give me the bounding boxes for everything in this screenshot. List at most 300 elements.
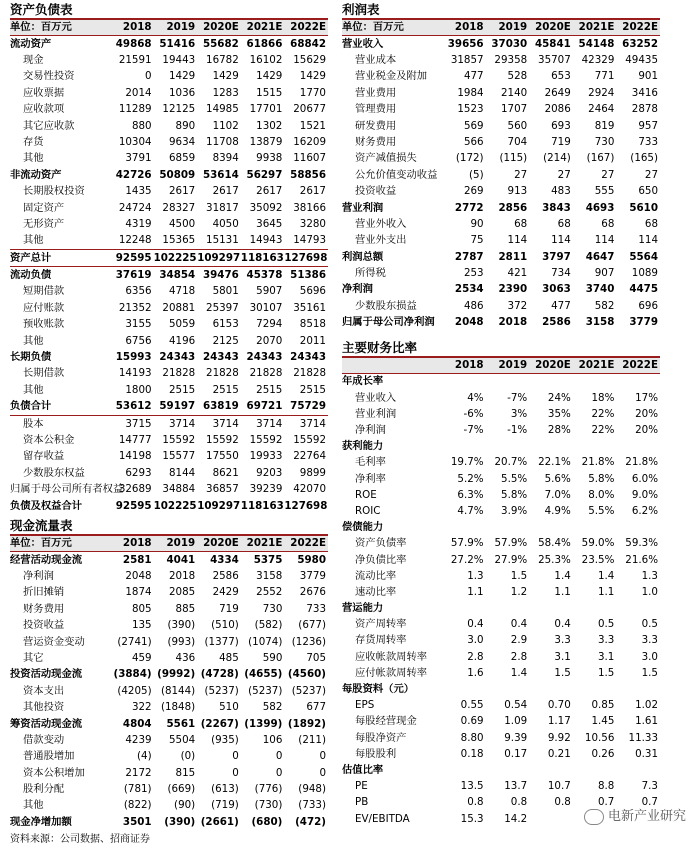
cell-value: 49868 <box>115 37 152 50</box>
row-label: 其他 <box>23 234 44 247</box>
cell-value: 1.02 <box>635 699 658 712</box>
cell-value: -7% <box>463 424 484 437</box>
year-header: 2022E <box>284 536 328 552</box>
cell-value: 14198 <box>118 450 152 463</box>
cell-value: 68 <box>601 217 615 230</box>
unit-label: 单位：百万元 <box>342 20 442 36</box>
cell-value: 11708 <box>206 135 239 148</box>
cell-value: 8.80 <box>460 731 484 744</box>
cell-value: 5375 <box>253 553 283 566</box>
cell-value: 4693 <box>585 201 615 214</box>
table-row <box>10 465 328 481</box>
cell-value: 118163 <box>240 499 284 512</box>
cell-value: 25397 <box>206 301 239 314</box>
row-label: 现金 <box>23 53 44 66</box>
cell-value: 6153 <box>212 318 239 331</box>
cell-value: 1.0 <box>641 585 658 598</box>
cell-value: 39656 <box>447 37 484 50</box>
row-label: 净利润 <box>342 283 373 296</box>
cell-value: 560 <box>507 119 528 132</box>
cell-value: (510) <box>211 619 239 632</box>
cell-value: 9.39 <box>504 731 528 744</box>
cell-value: (1892) <box>287 717 326 730</box>
row-label: 无形资产 <box>23 217 65 230</box>
cell-value: 5801 <box>212 285 239 298</box>
cell-value: 2048 <box>454 316 484 329</box>
cell-value: 4334 <box>210 553 239 566</box>
year-header: 2021E <box>573 358 617 374</box>
table-row <box>342 36 660 53</box>
cell-value: 17701 <box>249 103 283 116</box>
row-label: 营运能力 <box>342 602 384 615</box>
cell-value: 2552 <box>256 586 283 599</box>
cell-value: 2581 <box>122 553 152 566</box>
cell-value: 14985 <box>206 103 239 116</box>
cell-value: 0.54 <box>504 699 528 712</box>
cell-value: 733 <box>638 135 658 148</box>
row-label: 现金净增加额 <box>10 815 72 828</box>
row-label: EV/EBITDA <box>355 812 410 825</box>
row-label: 获利能力 <box>342 440 384 453</box>
cell-value: (730) <box>254 799 283 812</box>
row-label: 每股股利 <box>355 747 397 760</box>
cell-value: 0 <box>275 766 283 779</box>
cell-value: 705 <box>306 651 326 664</box>
cell-value: 3.3 <box>597 634 615 647</box>
cell-value: 459 <box>131 651 152 664</box>
cell-value: 92595 <box>115 499 152 512</box>
cell-value: (948) <box>298 783 326 796</box>
cell-value: 9203 <box>256 466 283 479</box>
cell-value <box>573 682 617 698</box>
cell-value: 28% <box>547 424 571 437</box>
cell-value: 5059 <box>168 318 196 331</box>
row-label: 应收款项 <box>23 103 65 116</box>
cell-value: 37619 <box>110 267 154 284</box>
year-header: 2022E <box>616 358 660 374</box>
cell-value: (4560) <box>287 668 326 681</box>
cell-value: 2429 <box>212 586 239 599</box>
table-row <box>342 374 660 391</box>
cell-value: 5696 <box>299 285 326 298</box>
cell-value <box>486 374 530 391</box>
cell-value: 35707 <box>538 53 571 66</box>
cell-value <box>616 520 660 536</box>
cell-value: 11289 <box>118 103 152 116</box>
cell-value: 19443 <box>162 53 196 66</box>
cell-value: 1429 <box>256 70 283 83</box>
cell-value: 35161 <box>293 301 326 314</box>
table-row <box>10 716 328 732</box>
cell-value: 8.8 <box>597 780 615 793</box>
cell-value: 3.1 <box>597 650 615 663</box>
cell-value: (5237) <box>291 684 326 697</box>
cell-value: 1800 <box>125 383 152 396</box>
cell-value: (211) <box>298 733 326 746</box>
row-label: 偿债能力 <box>342 521 384 534</box>
table-row <box>10 667 328 683</box>
row-label: PB <box>355 796 369 809</box>
cell-value: 1.3 <box>467 569 484 582</box>
row-label: 利润总额 <box>342 250 384 263</box>
cell-value: 805 <box>131 602 152 615</box>
cell-value: 4041 <box>166 553 196 566</box>
cell-value: 569 <box>463 119 484 132</box>
cell-value: 45841 <box>534 37 571 50</box>
table-row <box>342 487 660 503</box>
cell-value <box>616 763 660 779</box>
cell-value: (0) <box>180 750 196 763</box>
cell-value <box>529 811 573 827</box>
cell-value: 31817 <box>206 201 239 214</box>
cell-value: 27.2% <box>450 553 484 566</box>
table-row <box>10 568 328 584</box>
row-label: 资本支出 <box>23 684 65 697</box>
cell-value: 15993 <box>115 351 152 364</box>
row-label: EPS <box>355 699 375 712</box>
table-row <box>342 249 660 265</box>
cell-value: (9992) <box>157 668 196 681</box>
row-label: 存货 <box>23 135 44 148</box>
cell-value: 1.1 <box>597 585 615 598</box>
row-label: 研发费用 <box>355 119 397 132</box>
cell-value: 486 <box>463 299 484 312</box>
cell-value: (472) <box>295 815 326 828</box>
cell-value: 68842 <box>290 37 326 50</box>
table-row <box>342 682 660 698</box>
row-label: 股本 <box>10 415 110 432</box>
cell-value <box>442 601 486 617</box>
table-row <box>342 504 660 520</box>
table-row <box>10 585 328 601</box>
cell-value: 16782 <box>206 53 239 66</box>
cell-value: 1.17 <box>547 715 571 728</box>
cell-value: 13.5 <box>460 780 484 793</box>
cell-value: 2772 <box>454 201 484 214</box>
cell-value: 3714 <box>241 415 285 432</box>
table-row <box>10 601 328 617</box>
table-row <box>342 298 660 314</box>
cell-value: (4728) <box>200 668 239 681</box>
cell-value: 15592 <box>206 433 239 446</box>
cell-value: 1435 <box>125 185 152 198</box>
cell-value: 58856 <box>290 168 326 181</box>
cell-value: 13.7 <box>504 780 528 793</box>
cell-value: 57.9% <box>494 537 528 550</box>
cell-value: 92595 <box>110 250 154 267</box>
cell-value: 0 <box>232 766 239 779</box>
row-label: 估值比率 <box>342 763 384 776</box>
cell-value: 1.09 <box>504 715 528 728</box>
cell-value: 436 <box>175 651 196 664</box>
cell-value: 49435 <box>625 53 658 66</box>
cell-value: 1283 <box>212 86 239 99</box>
cell-value: (115) <box>499 152 528 165</box>
cell-value: 10.7 <box>547 780 571 793</box>
cell-value: 5.6% <box>544 472 571 485</box>
table-row <box>10 366 328 382</box>
row-label: 营运资金变动 <box>23 635 85 648</box>
table-row <box>10 267 328 284</box>
cell-value: -1% <box>507 424 528 437</box>
cell-value: 15131 <box>206 234 239 247</box>
income-table <box>342 20 660 331</box>
row-label: 应付账款 <box>23 301 65 314</box>
cell-value: 9.92 <box>547 731 571 744</box>
cell-value: (90) <box>174 799 196 812</box>
cell-value: 3063 <box>542 283 571 296</box>
cell-value: 24% <box>547 391 571 404</box>
table-row <box>10 449 328 465</box>
cell-value: 696 <box>638 299 658 312</box>
cell-value: 957 <box>638 119 658 132</box>
balance-sheet-table <box>10 20 328 514</box>
cell-value <box>573 439 617 455</box>
cell-value: 4804 <box>122 717 152 730</box>
cell-value: 16102 <box>249 53 283 66</box>
table-row <box>342 390 660 406</box>
cell-value: 0.17 <box>504 747 528 760</box>
table-row <box>10 250 328 267</box>
table-row <box>342 85 660 101</box>
cell-value: 15365 <box>162 234 196 247</box>
cell-value: 4718 <box>168 285 196 298</box>
row-label: 少数股东权益 <box>23 466 85 479</box>
cell-value: (3884) <box>113 668 152 681</box>
row-label: PE <box>355 780 368 793</box>
cell-value: 1089 <box>631 267 658 280</box>
cell-value: 421 <box>507 267 528 280</box>
row-label: 交易性投资 <box>23 70 75 83</box>
table-row <box>10 333 328 349</box>
cell-value: 15592 <box>249 433 283 446</box>
table-row <box>342 536 660 552</box>
table-row <box>10 650 328 666</box>
cell-value: 35% <box>547 407 571 420</box>
cell-value: 693 <box>551 119 571 132</box>
cell-value: -6% <box>463 407 484 420</box>
cell-value <box>486 601 530 617</box>
cell-value: 819 <box>594 119 615 132</box>
cell-value: 2649 <box>544 86 571 99</box>
cell-value: 5564 <box>629 250 658 263</box>
cell-value: 2172 <box>125 766 152 779</box>
cell-value: 102225 <box>153 499 197 512</box>
row-label: 其他 <box>23 152 44 165</box>
cell-value: 3.1 <box>554 650 571 663</box>
cell-value <box>573 601 617 617</box>
row-label: 预收账款 <box>23 318 65 331</box>
table-row <box>342 471 660 487</box>
cell-value: 42070 <box>293 483 326 496</box>
cell-value: 21352 <box>118 301 152 314</box>
cell-value: 27 <box>601 168 615 181</box>
table-row <box>342 406 660 422</box>
cell-value: 0.7 <box>597 796 615 809</box>
cell-value: 1102 <box>212 119 239 132</box>
cell-value: 68 <box>557 217 571 230</box>
table-row <box>10 200 328 216</box>
row-label: 毛利率 <box>355 456 386 469</box>
cell-value: 20677 <box>293 103 326 116</box>
row-label: 营业利润 <box>355 407 397 420</box>
cell-value: (677) <box>298 619 326 632</box>
cell-value <box>529 682 573 698</box>
table-row <box>10 700 328 716</box>
row-label: 少数股东损益 <box>355 299 417 312</box>
table-row <box>342 552 660 568</box>
table-row <box>10 382 328 398</box>
row-label: 筹资活动现金流 <box>10 717 83 730</box>
year-header: 2019 <box>486 20 530 36</box>
cell-value: 27.9% <box>494 553 528 566</box>
cell-value: 1523 <box>457 103 484 116</box>
table-row <box>342 439 660 455</box>
cell-value: 890 <box>175 119 196 132</box>
cell-value: 269 <box>463 185 484 198</box>
table-row <box>10 498 328 514</box>
cell-value: 566 <box>463 135 484 148</box>
cell-value: 730 <box>594 135 615 148</box>
cell-value: 6.3% <box>457 488 484 501</box>
cell-value: 106 <box>262 733 283 746</box>
cell-value: 1521 <box>299 119 326 132</box>
year-header: 2018 <box>442 20 486 36</box>
cell-value: 11.33 <box>628 731 658 744</box>
table-row <box>342 184 660 200</box>
cell-value <box>573 763 617 779</box>
cell-value: 28327 <box>162 201 196 214</box>
cell-value <box>486 439 530 455</box>
year-header: 2019 <box>154 536 198 552</box>
cell-value: 7294 <box>256 318 283 331</box>
cell-value: 0.55 <box>460 699 484 712</box>
table-row <box>10 118 328 134</box>
row-label: 流动比率 <box>355 569 397 582</box>
cell-value: 1429 <box>299 70 326 83</box>
cell-value: (1236) <box>291 635 326 648</box>
cell-value: 3715 <box>110 415 154 432</box>
cashflow-table <box>10 536 328 831</box>
cell-value: 20% <box>635 407 658 420</box>
income-panel <box>342 2 660 331</box>
cell-value: 2811 <box>498 250 528 263</box>
cell-value: 2.8 <box>510 650 528 663</box>
cell-value: 4239 <box>125 733 152 746</box>
cell-value: 18% <box>591 391 615 404</box>
cell-value: 0.8 <box>554 796 571 809</box>
row-label: 流动资产 <box>10 37 52 50</box>
cell-value: 3797 <box>542 250 571 263</box>
cell-value: 127698 <box>284 250 328 267</box>
cell-value <box>442 439 486 455</box>
cell-value: 1429 <box>212 70 239 83</box>
cell-value: 135 <box>131 619 152 632</box>
cell-value: 913 <box>507 185 528 198</box>
cell-value: 15592 <box>293 433 326 446</box>
cell-value: 6.0% <box>631 472 658 485</box>
cell-value: (8144) <box>160 684 196 697</box>
table-row <box>342 746 660 762</box>
row-label: 财务费用 <box>23 602 65 615</box>
cell-value: (1377) <box>204 635 239 648</box>
ratios-panel <box>342 340 660 827</box>
cell-value: 114 <box>507 234 528 247</box>
cell-value: (1848) <box>160 701 196 714</box>
cell-value: 1.1 <box>554 585 571 598</box>
cell-value: 25.3% <box>538 553 571 566</box>
year-header: 2018 <box>110 20 154 36</box>
cell-value: 510 <box>219 701 239 714</box>
table-row <box>10 69 328 85</box>
cell-value: 20% <box>635 424 658 437</box>
cell-value: 6356 <box>125 285 152 298</box>
table-row <box>342 714 660 730</box>
cell-value: 730 <box>262 602 283 615</box>
cell-value: 21828 <box>162 367 196 380</box>
cell-value: 8621 <box>212 466 239 479</box>
cell-value: 3.9% <box>501 504 528 517</box>
table-row <box>10 36 328 53</box>
row-label: 每股净资产 <box>355 731 407 744</box>
table-row <box>342 118 660 134</box>
ratios-title: 主要财务比率 <box>342 340 660 358</box>
cell-value: 22% <box>591 424 615 437</box>
table-row <box>10 482 328 498</box>
cell-value <box>616 601 660 617</box>
ratios-table <box>342 358 660 827</box>
table-row <box>342 779 660 795</box>
row-label: 应收帐款周转率 <box>355 650 428 663</box>
cell-value: 31857 <box>450 53 484 66</box>
cell-value: 2464 <box>588 103 615 116</box>
cell-value: 21.6% <box>625 553 658 566</box>
cell-value: 15629 <box>293 53 326 66</box>
cell-value: 63819 <box>202 400 239 413</box>
cell-value: 2586 <box>212 569 239 582</box>
cell-value: 4% <box>467 391 484 404</box>
cell-value: 4050 <box>212 217 239 230</box>
row-label: 存货周转率 <box>355 634 407 647</box>
cell-value: 0.4 <box>467 618 484 631</box>
cell-value <box>573 520 617 536</box>
cell-value: 15.3 <box>460 812 484 825</box>
cell-value: 51386 <box>284 267 328 284</box>
cell-value <box>486 682 530 698</box>
table-row <box>342 233 660 249</box>
cell-value <box>529 374 573 391</box>
row-label: 投资收益 <box>355 185 397 198</box>
cell-value: 17550 <box>206 450 239 463</box>
cell-value: 53614 <box>202 168 239 181</box>
table-row <box>10 765 328 781</box>
cell-value: 771 <box>594 70 615 83</box>
cell-value: 4.9% <box>544 504 571 517</box>
cell-value: 901 <box>638 70 658 83</box>
row-label: 股利分配 <box>23 783 65 796</box>
cell-value: 59.3% <box>625 537 658 550</box>
row-label: 流动负债 <box>10 267 110 284</box>
cell-value: (781) <box>123 783 152 796</box>
cell-value: 9938 <box>256 152 283 165</box>
cell-value: 4196 <box>168 334 196 347</box>
table-row <box>10 216 328 232</box>
cell-value: 0.21 <box>547 747 571 760</box>
balance-sheet-panel <box>10 2 328 514</box>
cell-value: (165) <box>630 152 658 165</box>
cell-value: 704 <box>507 135 528 148</box>
cell-value: 6859 <box>168 152 196 165</box>
